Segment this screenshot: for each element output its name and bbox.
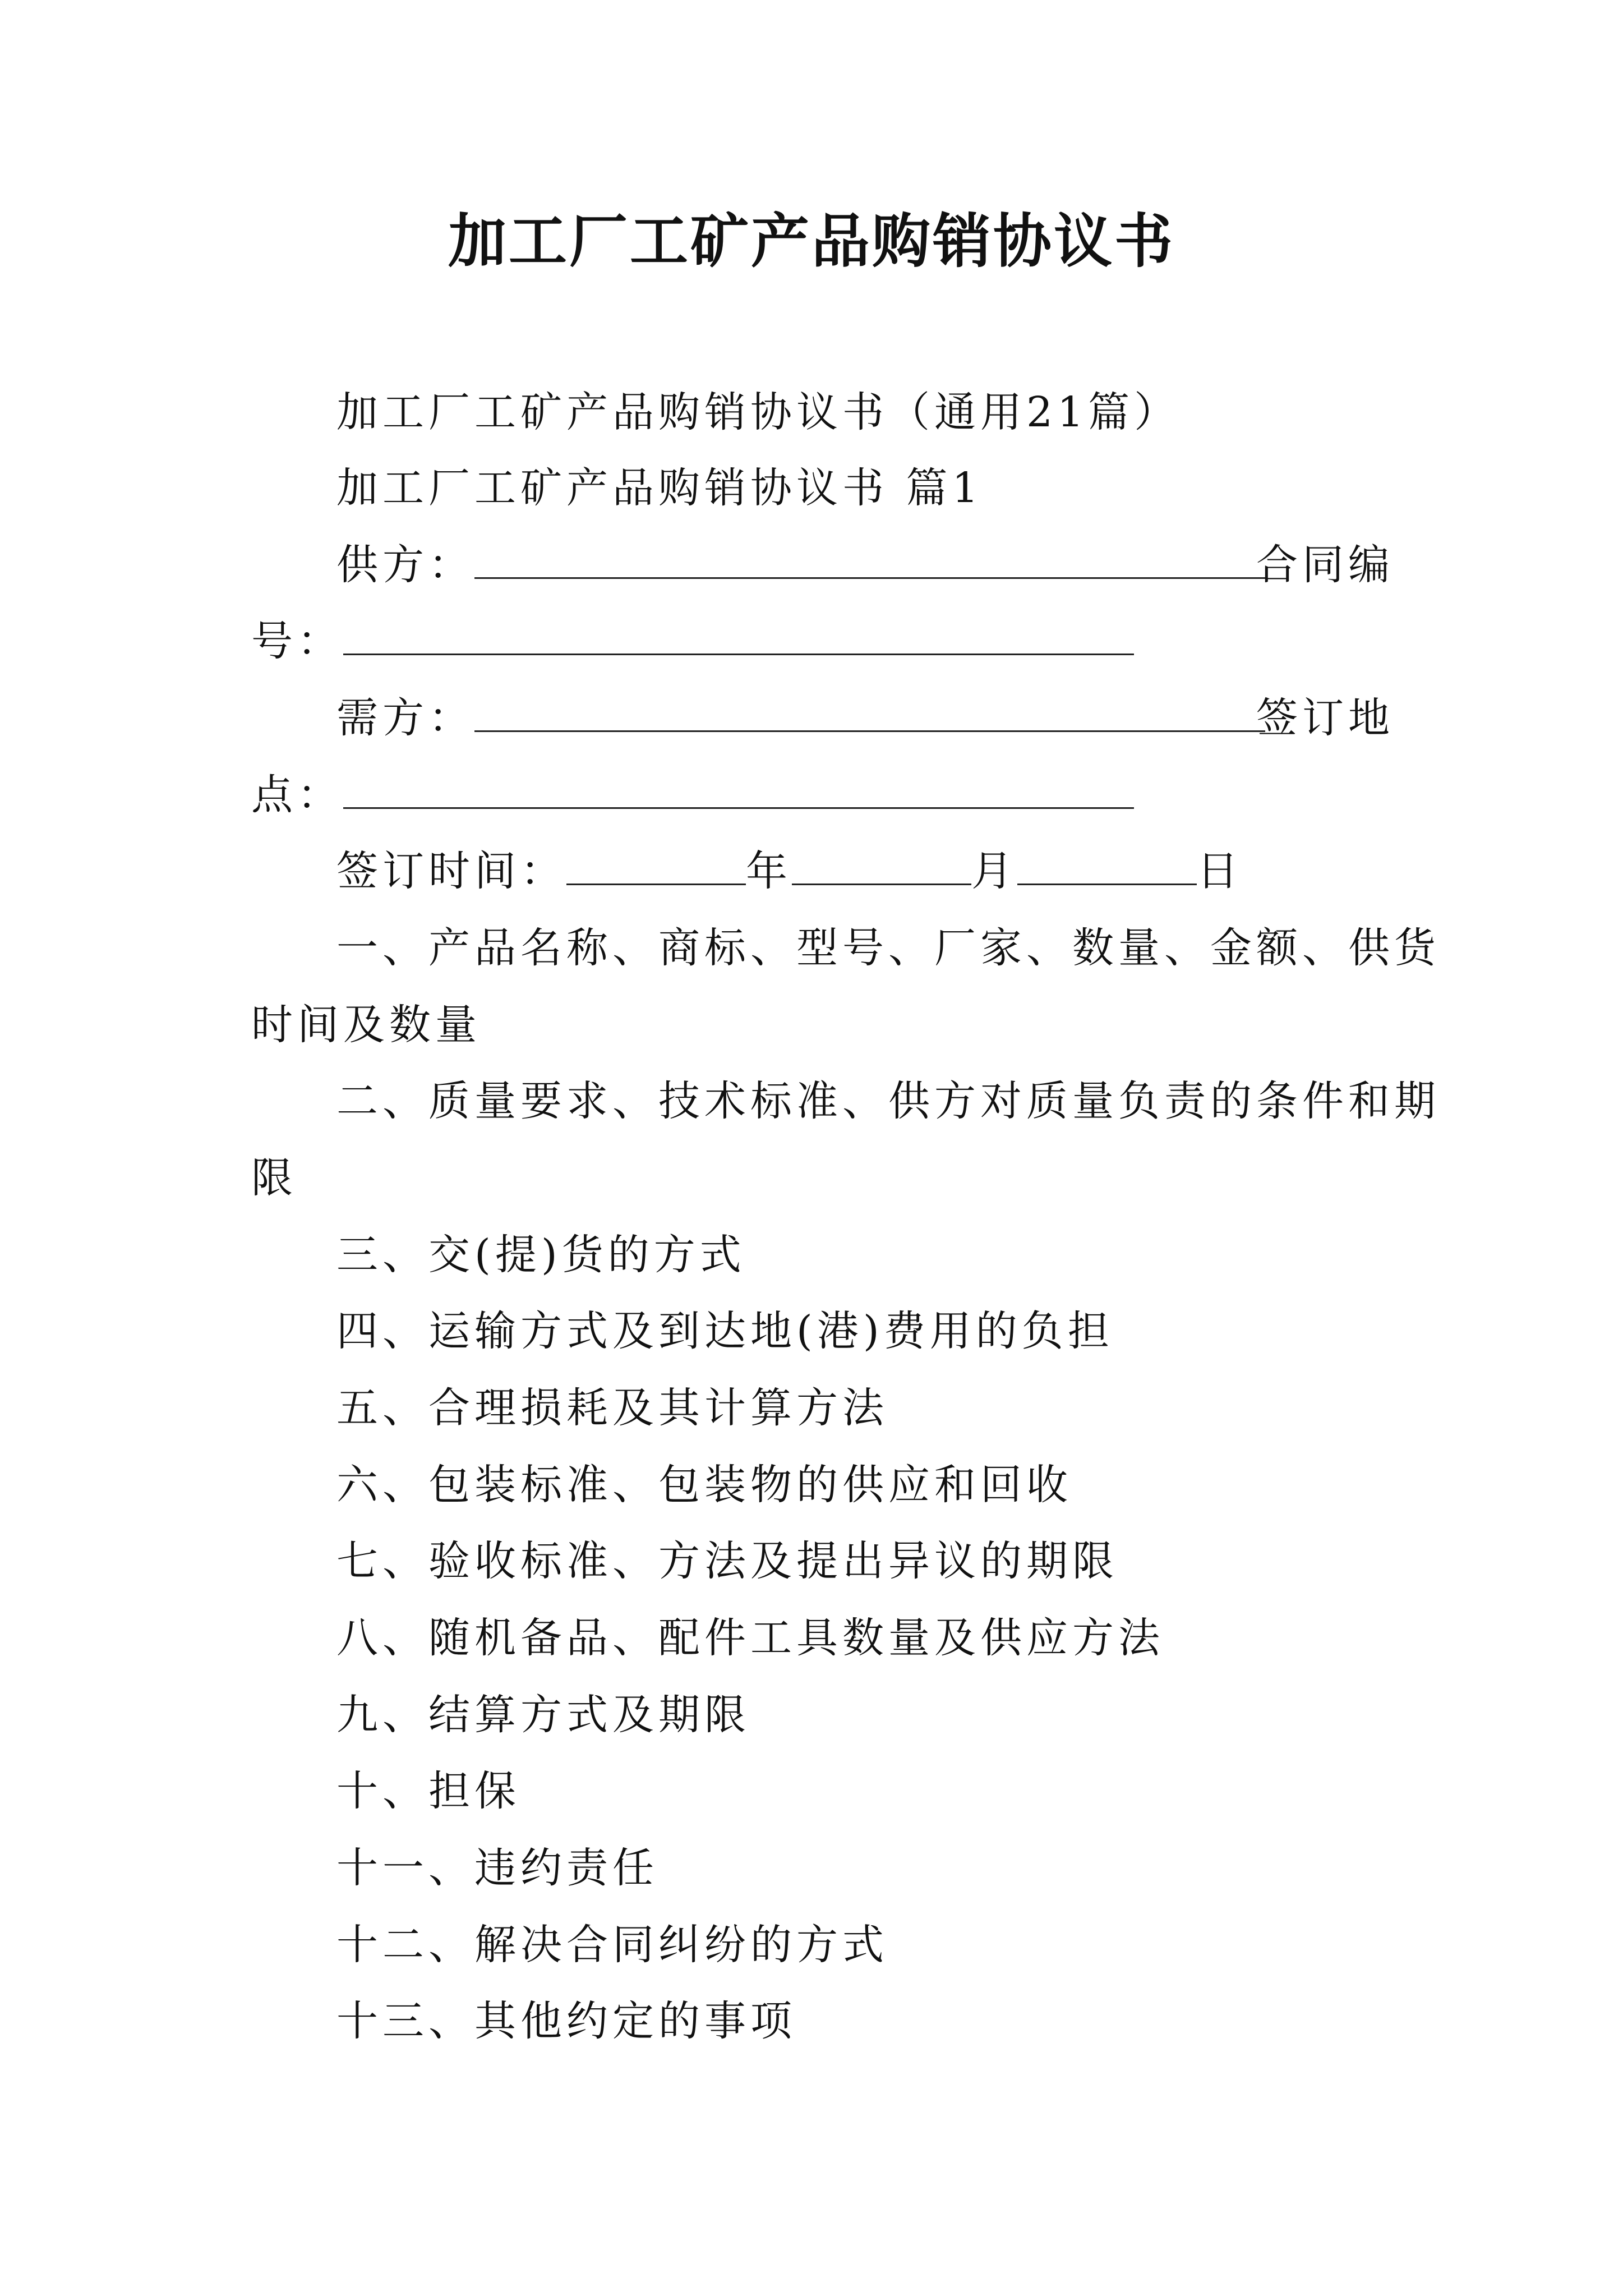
clause-8: 八、随机备品、配件工具数量及供应方法	[336, 1614, 1164, 1662]
day-label: 日	[1197, 847, 1243, 895]
contract-no-row	[251, 610, 1134, 672]
clause-1-line-2: 时间及数量	[251, 1001, 481, 1049]
clause-9: 九、结算方式及期限	[336, 1691, 750, 1739]
clause-3: 三、交(提)货的方式	[336, 1231, 746, 1279]
sign-time-row	[336, 840, 1243, 902]
month-label: 月	[971, 847, 1017, 895]
year-label: 年	[746, 847, 792, 895]
clause-13: 十三、其他约定的事项	[336, 1997, 796, 2045]
contract-no-label-part1: 合同编	[1256, 541, 1394, 589]
contract-no-blank[interactable]	[343, 620, 1134, 655]
sign-place-label-part1: 签订地	[1256, 694, 1394, 742]
clause-6: 六、包装标准、包装物的供应和回收	[336, 1461, 1072, 1509]
clause-1-line-1: 一、产品名称、商标、型号、厂家、数量、金额、供货	[336, 924, 1440, 972]
clause-2-line-2: 限	[251, 1154, 297, 1202]
sign-place-blank[interactable]	[343, 774, 1134, 809]
month-blank[interactable]	[792, 850, 971, 885]
section-heading: 加工厂工矿产品购销协议书 篇1	[336, 464, 983, 512]
clause-5: 五、合理损耗及其计算方法	[336, 1384, 888, 1432]
supplier-blank[interactable]	[474, 544, 1265, 579]
clause-2-line-1: 二、质量要求、技术标准、供方对质量负责的条件和期	[336, 1077, 1440, 1125]
document-title: 加工厂工矿产品购销协议书	[448, 206, 1175, 275]
supplier-label: 供方：	[336, 541, 474, 589]
buyer-blank[interactable]	[474, 697, 1265, 732]
sign-place-label-part2: 点：	[251, 771, 343, 819]
document-subtitle: 加工厂工矿产品购销协议书（通用21篇）	[336, 388, 1181, 436]
clause-7: 七、验收标准、方法及提出异议的期限	[336, 1537, 1118, 1585]
buyer-label: 需方：	[336, 694, 474, 742]
clause-12: 十二、解决合同纠纷的方式	[336, 1921, 888, 1969]
supplier-row	[336, 534, 1265, 596]
sign-place-row	[251, 764, 1134, 826]
day-blank[interactable]	[1017, 850, 1197, 885]
clause-10: 十、担保	[336, 1767, 520, 1815]
contract-no-label-part2: 号：	[251, 617, 343, 665]
sign-time-label: 签订时间：	[336, 847, 566, 895]
year-blank[interactable]	[566, 850, 746, 885]
clause-11: 十一、违约责任	[336, 1844, 658, 1892]
clause-4: 四、运输方式及到达地(港)费用的负担	[336, 1307, 1114, 1355]
buyer-row	[336, 687, 1265, 749]
